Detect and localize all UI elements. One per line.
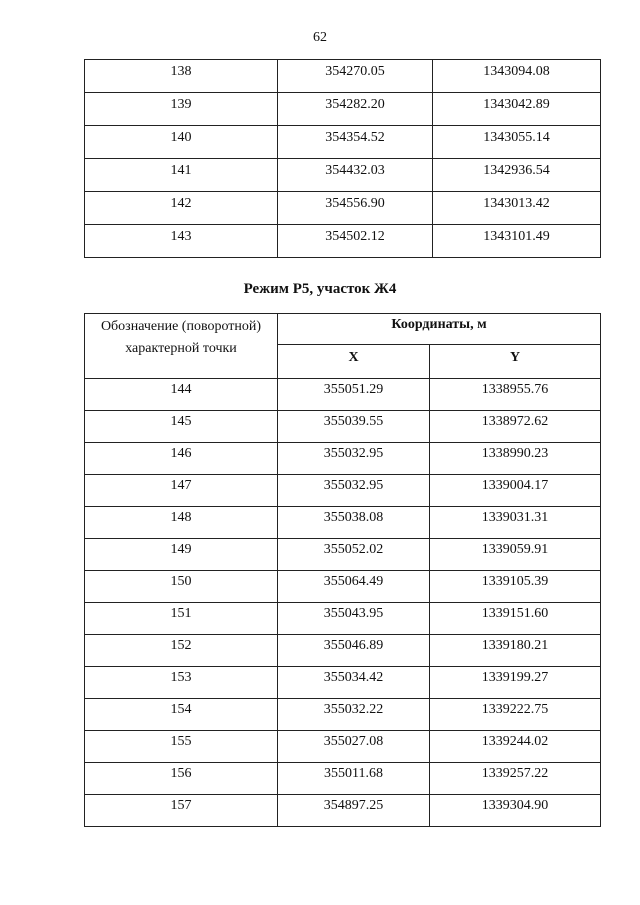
point-number-cell: 156 xyxy=(85,763,278,795)
x-coordinate-cell: 355051.29 xyxy=(278,379,430,411)
coordinates-table-continued xyxy=(84,59,601,258)
point-number-cell: 151 xyxy=(85,603,278,635)
y-coordinate-cell: 1342936.54 xyxy=(433,159,601,192)
point-number-cell: 138 xyxy=(85,60,278,93)
coordinates-table xyxy=(84,313,601,827)
table-row xyxy=(85,475,601,507)
point-number-cell: 141 xyxy=(85,159,278,192)
point-number-cell: 140 xyxy=(85,126,278,159)
x-coordinate-cell: 355034.42 xyxy=(278,667,430,699)
y-coordinate-cell: 1339257.22 xyxy=(430,763,601,795)
table-row xyxy=(85,443,601,475)
point-number-cell: 147 xyxy=(85,475,278,507)
x-coordinate-cell: 355043.95 xyxy=(278,603,430,635)
y-coordinate-cell: 1343042.89 xyxy=(433,93,601,126)
x-coordinate-cell: 354270.05 xyxy=(278,60,433,93)
header-point-designation-line1: Обозначение (поворотной) xyxy=(100,319,262,334)
table-row xyxy=(85,93,601,126)
table-row xyxy=(85,635,601,667)
header-point-designation-line2: характерной точки xyxy=(125,341,237,356)
y-coordinate-cell: 1343101.49 xyxy=(433,225,601,258)
point-number-cell: 148 xyxy=(85,507,278,539)
y-coordinate-cell: 1339004.17 xyxy=(430,475,601,507)
table-row xyxy=(85,225,601,258)
table-row xyxy=(85,539,601,571)
header-y: Y xyxy=(430,345,601,379)
x-coordinate-cell: 355038.08 xyxy=(278,507,430,539)
x-coordinate-cell: 355064.49 xyxy=(278,571,430,603)
point-number-cell: 150 xyxy=(85,571,278,603)
y-coordinate-cell: 1339244.02 xyxy=(430,731,601,763)
y-coordinate-cell: 1339222.75 xyxy=(430,699,601,731)
x-coordinate-cell: 354556.90 xyxy=(278,192,433,225)
x-coordinate-cell: 354432.03 xyxy=(278,159,433,192)
table-row xyxy=(85,411,601,443)
y-coordinate-cell: 1343055.14 xyxy=(433,126,601,159)
table-row xyxy=(85,603,601,635)
table-row xyxy=(85,126,601,159)
coordinates-table-continued-body xyxy=(85,60,601,258)
point-number-cell: 149 xyxy=(85,539,278,571)
section-title: Режим Р5, участок Ж4 xyxy=(243,281,397,297)
coordinates-table-body xyxy=(85,379,601,827)
x-coordinate-cell: 355039.55 xyxy=(278,411,430,443)
y-coordinate-cell: 1338955.76 xyxy=(430,379,601,411)
point-number-cell: 139 xyxy=(85,93,278,126)
point-number-cell: 142 xyxy=(85,192,278,225)
y-coordinate-cell: 1338990.23 xyxy=(430,443,601,475)
table-row xyxy=(85,763,601,795)
x-coordinate-cell: 354354.52 xyxy=(278,126,433,159)
table-row xyxy=(85,507,601,539)
table-row xyxy=(85,667,601,699)
table-row xyxy=(85,571,601,603)
header-point-designation xyxy=(85,314,278,379)
x-coordinate-cell: 354897.25 xyxy=(278,795,430,827)
point-number-cell: 145 xyxy=(85,411,278,443)
point-number-cell: 146 xyxy=(85,443,278,475)
y-coordinate-cell: 1339199.27 xyxy=(430,667,601,699)
y-coordinate-cell: 1339151.60 xyxy=(430,603,601,635)
y-coordinate-cell: 1339059.91 xyxy=(430,539,601,571)
header-row xyxy=(85,314,601,345)
point-number-cell: 143 xyxy=(85,225,278,258)
y-coordinate-cell: 1343013.42 xyxy=(433,192,601,225)
x-coordinate-cell: 355032.95 xyxy=(278,443,430,475)
x-coordinate-cell: 355046.89 xyxy=(278,635,430,667)
table-row xyxy=(85,699,601,731)
x-coordinate-cell: 355027.08 xyxy=(278,731,430,763)
header-x: X xyxy=(278,345,430,379)
table-row xyxy=(85,159,601,192)
point-number-cell: 154 xyxy=(85,699,278,731)
x-coordinate-cell: 355032.22 xyxy=(278,699,430,731)
table-row xyxy=(85,795,601,827)
y-coordinate-cell: 1339031.31 xyxy=(430,507,601,539)
table-row xyxy=(85,379,601,411)
point-number-cell: 144 xyxy=(85,379,278,411)
y-coordinate-cell: 1338972.62 xyxy=(430,411,601,443)
point-number-cell: 152 xyxy=(85,635,278,667)
point-number-cell: 153 xyxy=(85,667,278,699)
page-number: 62 xyxy=(313,30,327,45)
y-coordinate-cell: 1339304.90 xyxy=(430,795,601,827)
header-coordinates: Координаты, м xyxy=(278,314,601,345)
table-row xyxy=(85,192,601,225)
point-number-cell: 157 xyxy=(85,795,278,827)
y-coordinate-cell: 1339105.39 xyxy=(430,571,601,603)
y-coordinate-cell: 1339180.21 xyxy=(430,635,601,667)
table-row xyxy=(85,60,601,93)
coordinates-table-header xyxy=(85,314,601,379)
x-coordinate-cell: 355032.95 xyxy=(278,475,430,507)
y-coordinate-cell: 1343094.08 xyxy=(433,60,601,93)
x-coordinate-cell: 355052.02 xyxy=(278,539,430,571)
x-coordinate-cell: 354282.20 xyxy=(278,93,433,126)
x-coordinate-cell: 355011.68 xyxy=(278,763,430,795)
x-coordinate-cell: 354502.12 xyxy=(278,225,433,258)
table-row xyxy=(85,731,601,763)
point-number-cell: 155 xyxy=(85,731,278,763)
